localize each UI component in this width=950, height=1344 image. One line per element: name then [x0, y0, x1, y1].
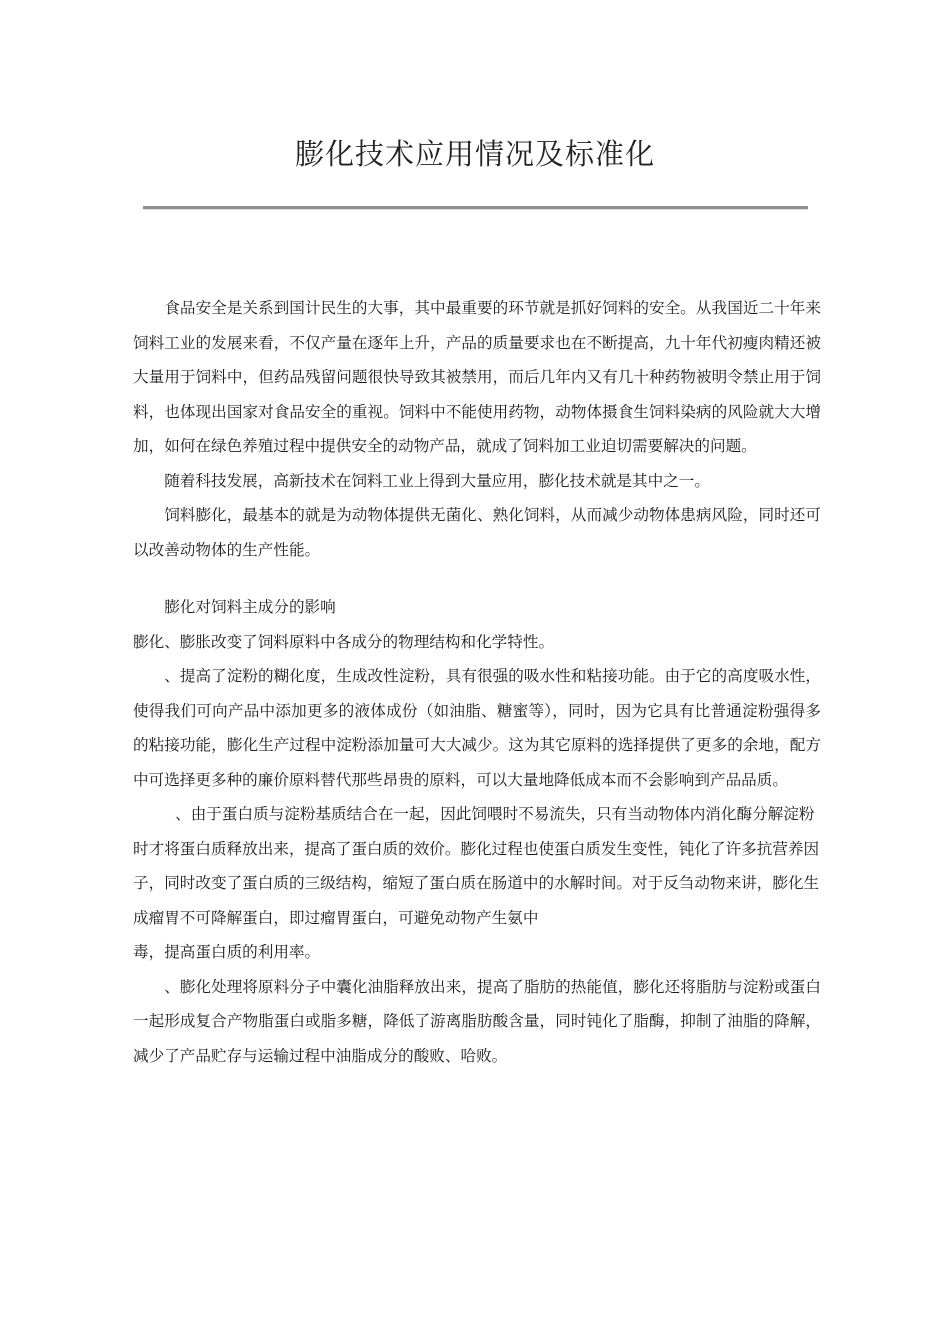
- list-item-fat: 、膨化处理将原料分子中囊化油脂释放出来，提高了脂肪的热能值，膨化还将脂肪与淀粉或蛋白一起形成复合产物脂蛋白或脂多糖，降低了游离脂肪酸含量，同时钝化了脂酶，抑制了油脂的降解，减少了产品贮存与运输过程中油脂成分的酸败、哈败。: [133, 977, 821, 1065]
- section-heading: 膨化对饲料主成分的影响: [164, 598, 336, 616]
- document-body: [133, 291, 821, 1073]
- list-item-protein-continued: 毒，提高蛋白质的利用率。: [133, 943, 321, 961]
- section-intro: 膨化、膨胀改变了饲料原料中各成分的物理结构和化学特性。: [133, 632, 555, 651]
- paragraph-food-safety: 食品安全是关系到国计民生的大事，其中最重要的环节就是抓好饲料的安全。从我国近二十年来饲料工业的发展来看，不仅产量在逐年上升，产品的质量要求也在不断提高，九十年代初瘦肉精还被大量用于饲料中，但药品残留问题很快导致其被禁用，而后几年内又有几十种药物被明令禁止用于饲料，也体现出国家对食品安全的重视。饲料中不能使用药物，动物体摄食生饲料染病的风险就大大增加，如何在绿色养殖过程中提供安全的动物产品，就成了饲料加工业迫切需要解决的问题。: [133, 299, 821, 455]
- list-item-starch: 、提高了淀粉的糊化度，生成改性淀粉，具有很强的吸水性和粘接功能。由于它的高度吸水性，使得我们可向产品中添加更多的液体成份（如油脂、糖蜜等），同时，因为它具有比普通淀粉强得多的粘接功能，膨化生产过程中淀粉添加量可大大减少。这为其它原料的选择提供了更多的余地，配方中可选择更多种的廉价原料替代那些昂贵的原料，可以大量地降低成本而不会影响到产品品质。: [133, 667, 821, 789]
- paragraph-feed-puffing: 饲料膨化，最基本的就是为动物体提供无菌化、熟化饲料，从而减少动物体患病风险，同时还可以改善动物体的生产性能。: [133, 506, 821, 559]
- title-divider: [143, 206, 808, 209]
- paragraph-tech-development: 随着科技发展，高新技术在饲料工业上得到大量应用，膨化技术就是其中之一。: [164, 471, 710, 490]
- list-item-protein: 、由于蛋白质与淀粉基质结合在一起，因此饲喂时不易流失，只有当动物体内消化酶分解淀粉时才将蛋白质释放出来，提高了蛋白质的效价。膨化过程也使蛋白质发生变性，钝化了许多抗营养因子，同时改变了蛋白质的三级结构，缩短了蛋白质在肠道中的水解时间。对于反刍动物来讲，膨化生成瘤胃不可降解蛋白，即过瘤胃蛋白，可避免动物产生氨中: [133, 805, 820, 927]
- document-title: 膨化技术应用情况及标准化: [294, 137, 655, 171]
